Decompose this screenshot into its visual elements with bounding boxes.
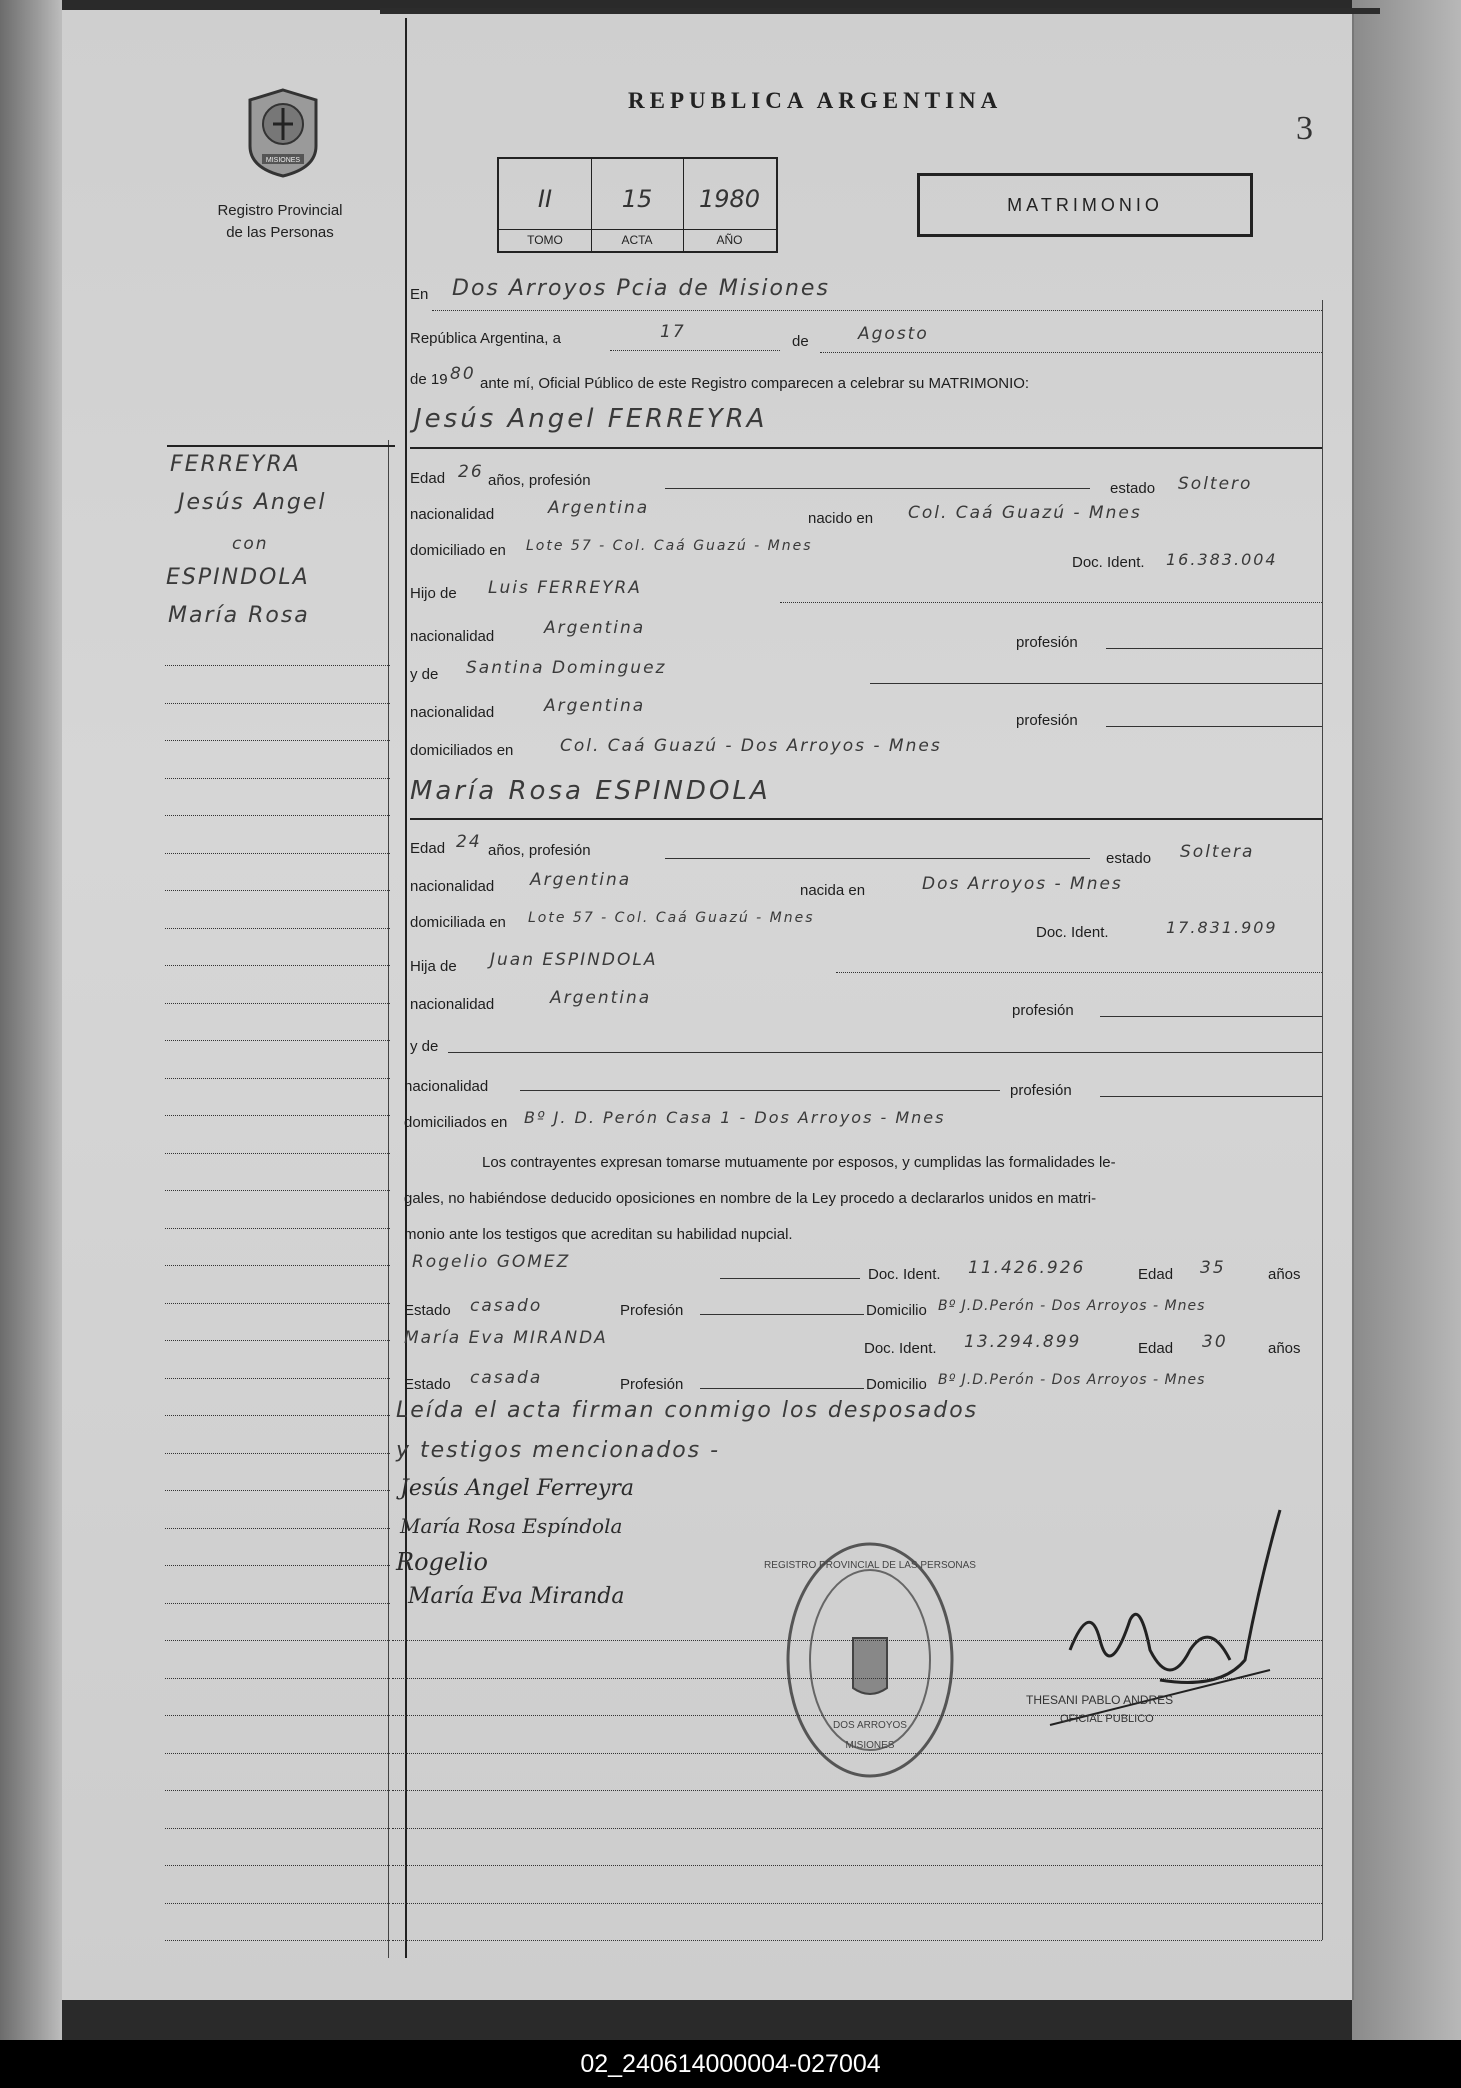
declaration-line-1: Los contrayentes expresan tomarse mutuamente por esposos, y cumplidas las formalidades le- xyxy=(482,1154,1116,1171)
groom-profesion-line xyxy=(665,488,1090,489)
groom-estado: Soltero xyxy=(1178,474,1253,494)
main-ruled-line xyxy=(392,1828,1322,1829)
svg-text:DOS ARROYOS: DOS ARROYOS xyxy=(833,1720,907,1731)
main-ruled-line xyxy=(392,1903,1322,1904)
bride-father: Juan ESPINDOLA xyxy=(490,950,658,970)
groom-mother-nac-label: nacionalidad xyxy=(410,704,495,721)
acta-value: 15 xyxy=(621,185,653,213)
registry-seal-icon xyxy=(240,84,326,180)
tomo-cell xyxy=(499,159,592,251)
margin-rule xyxy=(405,18,407,1958)
republica-label: República Argentina, a xyxy=(410,330,561,347)
witness-2-doc-label: Doc. Ident. xyxy=(864,1340,937,1357)
margin-ruled-line xyxy=(165,1828,390,1829)
bride-name-rule xyxy=(410,818,1322,820)
groom-birthplace: Col. Caá Guazú - Mnes xyxy=(908,503,1142,523)
witness-1-anos-label: años xyxy=(1268,1266,1301,1283)
witness-2-domicilio-label: Domicilio xyxy=(866,1376,927,1393)
witness-1-edad-label: Edad xyxy=(1138,1266,1174,1283)
witness-2-anos-label: años xyxy=(1268,1340,1301,1357)
day-value: 17 xyxy=(660,322,686,342)
margin-note-con: con xyxy=(232,534,269,554)
witness-2-estado: casada xyxy=(470,1368,543,1388)
margin-ruled-line xyxy=(165,1640,390,1641)
witness-1-name-line xyxy=(720,1278,860,1279)
official-stamp-icon xyxy=(764,1538,976,1782)
svg-text:REGISTRO PROVINCIAL DE LAS PER: REGISTRO PROVINCIAL DE LAS PERSONAS xyxy=(764,1560,976,1571)
margin-note-surname-2: ESPINDOLA xyxy=(166,565,310,590)
margin-rule-inner xyxy=(388,440,389,1958)
bride-birthplace: Dos Arroyos - Mnes xyxy=(922,874,1123,894)
bride-father-nac-label: nacionalidad xyxy=(410,996,495,1013)
declaration-line-3: monio ante los testigos que acreditan su habilidad nupcial. xyxy=(404,1226,793,1243)
margin-ruled-line xyxy=(165,1528,390,1529)
tomo-label: TOMO xyxy=(499,229,591,247)
declaration-line-2: gales, no habiéndose deducido oposiciones en nombre de la Ley procedo a declararlos unidos en matri- xyxy=(404,1190,1097,1207)
groom-profesion-label: años, profesión xyxy=(488,472,591,489)
witness-2-edad-label: Edad xyxy=(1138,1340,1174,1357)
month-value: Agosto xyxy=(858,324,929,344)
witness-2-age: 30 xyxy=(1202,1332,1228,1352)
groom-father-line xyxy=(780,602,1322,603)
book-binding xyxy=(0,0,62,2040)
margin-ruled-line xyxy=(165,1340,390,1341)
groom-parents-domicilio: Col. Caá Guazú - Dos Arroyos - Mnes xyxy=(560,736,942,756)
main-ruled-line xyxy=(392,1790,1322,1791)
bride-domicilio-label: domiciliada en xyxy=(410,914,506,931)
bride-nacionalidad: Argentina xyxy=(530,870,632,890)
acta-box xyxy=(497,157,778,253)
witness-1-name: Rogelio GOMEZ xyxy=(412,1252,571,1272)
margin-ruled-line xyxy=(165,853,390,854)
margin-ruled-line xyxy=(165,740,390,741)
groom-name-rule xyxy=(410,447,1322,449)
margin-ruled-line xyxy=(165,1153,390,1154)
svg-text:MISIONES: MISIONES xyxy=(845,1740,895,1751)
svg-text:THESANI PABLO ANDRES: THESANI PABLO ANDRES xyxy=(1026,1693,1174,1707)
margin-ruled-line xyxy=(165,928,390,929)
witness-1-age: 35 xyxy=(1200,1258,1226,1278)
signature-witness-1: Rogelio xyxy=(396,1548,488,1576)
svg-text:MISIONES: MISIONES xyxy=(265,157,301,164)
margin-ruled-line xyxy=(165,1940,390,1941)
margin-ruled-line xyxy=(165,1040,390,1041)
place-line xyxy=(432,310,1322,311)
bride-hija-label: Hija de xyxy=(410,958,457,975)
day-line xyxy=(610,350,780,351)
ano-value: 1980 xyxy=(698,185,761,213)
margin-ruled-line xyxy=(165,1190,390,1191)
bride-estado-label: estado xyxy=(1106,850,1152,867)
witness-1-domicilio: Bº J.D.Perón - Dos Arroyos - Mnes xyxy=(938,1298,1206,1314)
bride-father-line xyxy=(836,972,1322,973)
bride-mother-nac-label: nacionalidad xyxy=(404,1078,489,1095)
groom-nacionalidad: Argentina xyxy=(548,498,650,518)
witness-1-profesion-label: Profesión xyxy=(620,1302,684,1319)
groom-nacido-label: nacido en xyxy=(808,510,874,527)
act-type-box: MATRIMONIO xyxy=(917,173,1253,237)
groom-mother-profesion-line xyxy=(1106,726,1322,727)
country-title: REPUBLICA ARGENTINA xyxy=(628,88,1003,113)
page-number: 3 xyxy=(1296,110,1313,147)
bride-mother-profesion-line xyxy=(1100,1096,1322,1097)
main-ruled-line xyxy=(392,1678,1322,1679)
groom-domicilio: Lote 57 - Col. Caá Guazú - Mnes xyxy=(526,538,813,554)
bride-age: 24 xyxy=(456,832,482,852)
bride-estado: Soltera xyxy=(1180,842,1255,862)
witness-1-doc: 11.426.926 xyxy=(968,1258,1086,1278)
acta-cell xyxy=(591,159,684,251)
registry-name xyxy=(190,200,370,244)
margin-note-surname-1: FERREYRA xyxy=(170,452,301,477)
main-ruled-line xyxy=(392,1753,1322,1754)
bride-mother-line xyxy=(448,1052,1322,1053)
groom-hijo-label: Hijo de xyxy=(410,585,457,602)
month-line xyxy=(820,352,1322,353)
margin-ruled-line xyxy=(165,1453,390,1454)
witness-1-estado: casado xyxy=(470,1296,543,1316)
witness-2-estado-label: Estado xyxy=(404,1376,451,1393)
bride-nacionalidad-label: nacionalidad xyxy=(410,878,495,895)
groom-age: 26 xyxy=(458,462,484,482)
closing-line-2: y testigos mencionados - xyxy=(396,1438,721,1463)
witness-1-profesion-line xyxy=(700,1314,864,1315)
main-ruled-line xyxy=(392,1940,1322,1941)
margin-note-name-2: María Rosa xyxy=(168,603,310,628)
groom-father-nac-label: nacionalidad xyxy=(410,628,495,645)
margin-note-name-1: Jesús Angel xyxy=(178,490,327,515)
groom-mother-profesion-label: profesión xyxy=(1016,712,1078,729)
scan-id-footer: 02_240614000004-027004 xyxy=(0,2040,1461,2088)
witness-2-name: María Eva MIRANDA xyxy=(404,1328,608,1348)
groom-doc-label: Doc. Ident. xyxy=(1072,554,1145,571)
intro-text: ante mí, Oficial Público de este Registro comparecen a celebrar su MATRIMONIO: xyxy=(480,375,1030,392)
groom-mother-label: y de xyxy=(410,666,439,683)
groom-mother-nacionalidad: Argentina xyxy=(544,696,646,716)
bride-parents-domicilio: Bº J. D. Perón Casa 1 - Dos Arroyos - Mnes xyxy=(524,1108,946,1127)
groom-doc: 16.383.004 xyxy=(1166,550,1278,569)
bride-nacida-label: nacida en xyxy=(800,882,866,899)
bride-profesion-line xyxy=(665,858,1090,859)
right-rule xyxy=(1322,300,1323,1940)
margin-ruled-line xyxy=(165,1753,390,1754)
witness-2-profesion-line xyxy=(700,1388,864,1389)
bride-mother-profesion-label: profesión xyxy=(1010,1082,1072,1099)
margin-ruled-line xyxy=(165,1078,390,1079)
official-signature-icon xyxy=(1010,1500,1310,1750)
bride-mother-nac-line xyxy=(520,1090,1000,1091)
margin-ruled-line xyxy=(165,965,390,966)
groom-estado-label: estado xyxy=(1110,480,1156,497)
groom-mother: Santina Dominguez xyxy=(466,658,667,678)
groom-father: Luis FERREYRA xyxy=(488,578,642,598)
groom-name: Jesús Angel FERREYRA xyxy=(414,404,768,434)
signature-witness-2: María Eva Miranda xyxy=(408,1584,625,1609)
bride-doc: 17.831.909 xyxy=(1166,918,1278,937)
bride-edad-label: Edad xyxy=(410,840,446,857)
groom-father-profesion-label: profesión xyxy=(1016,634,1078,651)
groom-edad-label: Edad xyxy=(410,470,446,487)
de-label: de xyxy=(792,333,809,350)
page-top-edge xyxy=(380,8,1380,14)
groom-parents-domicilio-label: domiciliados en xyxy=(410,742,514,759)
tomo-value: II xyxy=(537,185,553,213)
margin-ruled-line xyxy=(165,1565,390,1566)
main-ruled-line xyxy=(392,1715,1322,1716)
signature-bride: María Rosa Espíndola xyxy=(400,1514,623,1538)
witness-2-domicilio: Bº J.D.Perón - Dos Arroyos - Mnes xyxy=(938,1372,1206,1388)
margin-ruled-line xyxy=(165,1903,390,1904)
witness-1-domicilio-label: Domicilio xyxy=(866,1302,927,1319)
margin-ruled-line xyxy=(165,703,390,704)
margin-ruled-line xyxy=(165,890,390,891)
bride-domicilio: Lote 57 - Col. Caá Guazú - Mnes xyxy=(528,910,815,926)
margin-ruled-line xyxy=(165,778,390,779)
bride-father-profesion-label: profesión xyxy=(1012,1002,1074,1019)
witness-2-profesion-label: Profesión xyxy=(620,1376,684,1393)
margin-ruled-line xyxy=(165,1003,390,1004)
margin-ruled-line xyxy=(165,1415,390,1416)
main-ruled-line xyxy=(392,1640,1322,1641)
bride-father-profesion-line xyxy=(1100,1016,1322,1017)
ano-label: AÑO xyxy=(683,229,776,247)
bride-mother-label: y de xyxy=(410,1038,439,1055)
witness-1-doc-label: Doc. Ident. xyxy=(868,1266,941,1283)
groom-father-profesion-line xyxy=(1106,648,1322,649)
place-value: Dos Arroyos Pcia de Misiones xyxy=(452,276,830,301)
en-label: En xyxy=(410,286,429,303)
margin-ruled-line xyxy=(165,1265,390,1266)
bride-father-nacionalidad: Argentina xyxy=(550,988,652,1008)
svg-text:OFICIAL PUBLICO: OFICIAL PUBLICO xyxy=(1060,1713,1154,1725)
closing-line-1: Leída el acta firman conmigo los desposados xyxy=(396,1398,979,1423)
margin-ruled-line xyxy=(165,1490,390,1491)
margin-ruled-line xyxy=(165,815,390,816)
bride-doc-label: Doc. Ident. xyxy=(1036,924,1109,941)
margin-ruled-line xyxy=(165,1678,390,1679)
margin-ruled-line xyxy=(165,1603,390,1604)
bride-parents-domicilio-label: domiciliados en xyxy=(404,1114,508,1131)
margin-ruled-line xyxy=(165,1303,390,1304)
signature-groom: Jesús Angel Ferreyra xyxy=(400,1476,634,1501)
witness-2-doc: 13.294.899 xyxy=(964,1332,1082,1352)
book-edge xyxy=(1352,0,1461,2040)
margin-ruled-line xyxy=(165,1865,390,1866)
margin-ruled-line xyxy=(165,665,390,666)
margin-ruled-line xyxy=(165,1115,390,1116)
margin-top-rule xyxy=(167,445,395,447)
groom-mother-line xyxy=(870,683,1322,684)
bride-profesion-label: años, profesión xyxy=(488,842,591,859)
registry-line-1: Registro Provincial xyxy=(217,202,343,219)
groom-nacionalidad-label: nacionalidad xyxy=(410,506,495,523)
margin-ruled-line xyxy=(165,1715,390,1716)
year-value: 80 xyxy=(450,364,476,384)
acta-label: ACTA xyxy=(591,229,683,247)
margin-ruled-line xyxy=(165,1378,390,1379)
year-prefix: de 19 xyxy=(410,371,448,388)
groom-domicilio-label: domiciliado en xyxy=(410,542,506,559)
witness-1-estado-label: Estado xyxy=(404,1302,451,1319)
margin-ruled-line xyxy=(165,1228,390,1229)
ano-cell xyxy=(683,159,776,251)
bride-name: María Rosa ESPINDOLA xyxy=(410,776,771,806)
groom-father-nacionalidad: Argentina xyxy=(544,618,646,638)
registry-line-2: de las Personas xyxy=(226,224,334,241)
main-ruled-line xyxy=(392,1865,1322,1866)
margin-ruled-line xyxy=(165,1790,390,1791)
